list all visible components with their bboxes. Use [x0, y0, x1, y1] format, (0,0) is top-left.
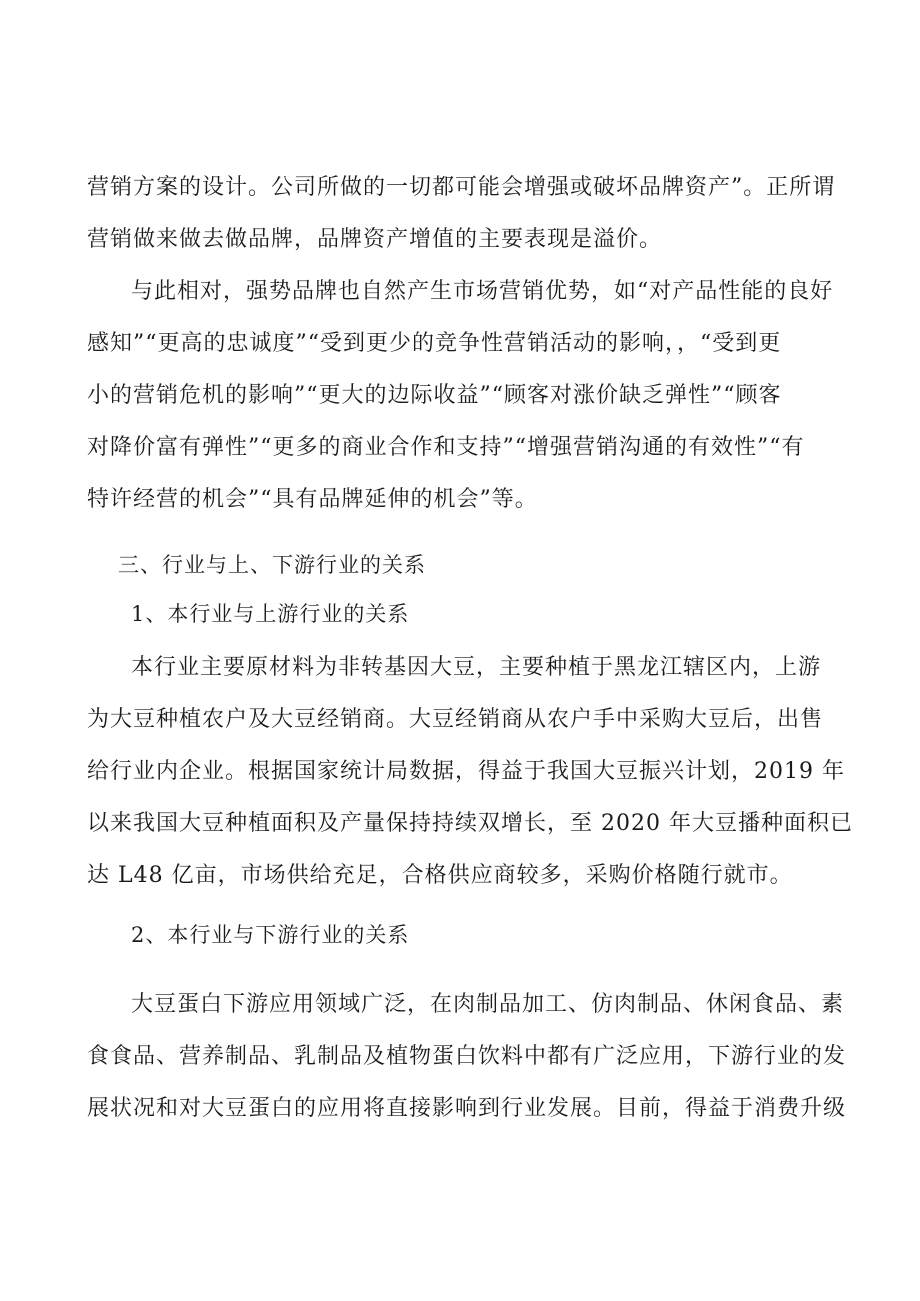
- paragraph-3-line-2: 为大豆种植农户及大豆经销商。大豆经销商从农户手中采购大豆后，出售: [87, 707, 824, 732]
- subsection-1-heading: 1、本行业与上游行业的关系: [131, 602, 410, 626]
- paragraph-3-line-1: 本行业主要原材料为非转基因大豆，主要种植于黑龙江辖区内，上游: [131, 655, 822, 680]
- paragraph-4-line-1: 大豆蛋白下游应用领域广泛，在肉制品加工、仿肉制品、休闲食品、素: [131, 992, 845, 1017]
- paragraph-1-line-2: 营销做来做去做品牌，品牌资产增值的主要表现是溢价。: [87, 227, 663, 252]
- section-3-heading: 三、行业与上、下游行业的关系: [118, 553, 426, 577]
- paragraph-2-line-1: 与此相对，强势品牌也自然产生市场营销优势，如“对产品性能的良好: [131, 279, 834, 304]
- paragraph-2-line-3: 小的营销危机的影响”“更大的边际收益”“顾客对涨价缺乏弹性”“顾客: [87, 383, 782, 408]
- paragraph-3-line-5: 达 L48 亿亩，市场供给充足，合格供应商较多，采购价格随行就市。: [87, 863, 793, 888]
- paragraph-2-line-2: 感知”“更高的忠诚度”“受到更少的竞争性营销活动的影响，，“受到更: [87, 331, 782, 356]
- subsection-2-heading: 2、本行业与下游行业的关系: [131, 923, 410, 947]
- paragraph-4-line-2: 食食品、营养制品、乳制品及植物蛋白饮料中都有广泛应用，下游行业的发: [87, 1044, 847, 1069]
- paragraph-3-line-3: 给行业内企业。根据国家统计局数据，得益于我国大豆振兴计划，2019 年: [87, 759, 845, 784]
- paragraph-3-line-4: 以来我国大豆种植面积及产量保持持续双增长，至 2020 年大豆播种面积已: [87, 811, 853, 836]
- paragraph-2-line-5: 特许经营的机会”“具有品牌延伸的机会”等。: [87, 487, 538, 512]
- paragraph-4-line-3: 展状况和对大豆蛋白的应用将直接影响到行业发展。目前，得益于消费升级: [87, 1096, 847, 1121]
- paragraph-1-line-1: 营销方案的设计。公司所做的一切都可能会增强或破坏品牌资产”。正所谓: [87, 175, 836, 200]
- paragraph-2-line-4: 对降价富有弹性”“更多的商业合作和支持”“增强营销沟通的有效性”“有: [87, 435, 805, 460]
